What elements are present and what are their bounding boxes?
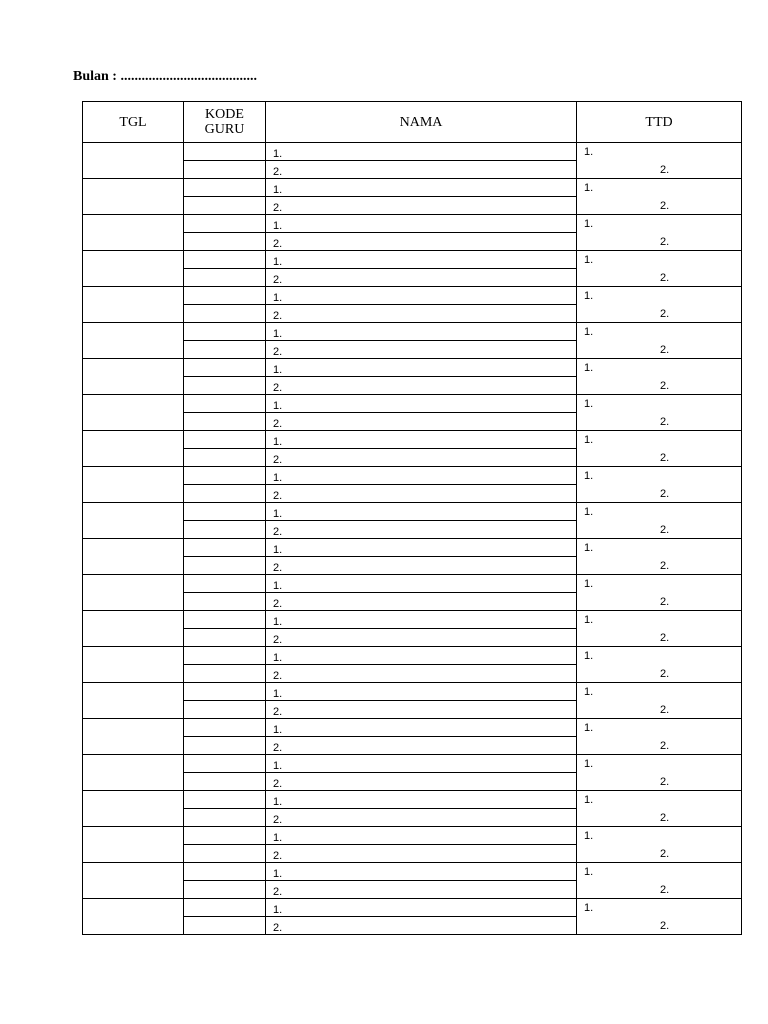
- ttd-label-1: 1.: [584, 758, 594, 770]
- nama-cell-2[interactable]: 2.: [266, 521, 577, 539]
- nama-cell-2[interactable]: 2.: [266, 377, 577, 395]
- ttd-label-2: 2.: [660, 272, 670, 284]
- ttd-label-1: 1.: [584, 614, 594, 626]
- ttd-label-2: 2.: [660, 164, 670, 176]
- header-ttd: TTD: [577, 102, 742, 143]
- table-row: [83, 719, 742, 737]
- kode-guru-cell-1[interactable]: [184, 755, 266, 773]
- tgl-cell[interactable]: [83, 755, 184, 791]
- tgl-cell[interactable]: [83, 215, 184, 251]
- nama-cell-2[interactable]: 2.: [266, 701, 577, 719]
- ttd-label-1: 1.: [584, 542, 594, 554]
- table-row: [83, 179, 742, 197]
- nama-cell-1[interactable]: 1.: [266, 323, 577, 341]
- kode-guru-cell-2[interactable]: [184, 809, 266, 827]
- ttd-label-2: 2.: [660, 632, 670, 644]
- tgl-cell[interactable]: [83, 719, 184, 755]
- table-row: [83, 467, 742, 485]
- ttd-label-2: 2.: [660, 416, 670, 428]
- nama-cell-1[interactable]: 1.: [266, 647, 577, 665]
- kode-guru-cell-1[interactable]: [184, 683, 266, 701]
- tgl-cell[interactable]: [83, 323, 184, 359]
- header-tgl: TGL: [83, 102, 184, 143]
- ttd-label-2: 2.: [660, 776, 670, 788]
- kode-guru-cell-2[interactable]: [184, 161, 266, 179]
- kode-guru-cell-2[interactable]: [184, 341, 266, 359]
- nama-cell-1[interactable]: 1.: [266, 863, 577, 881]
- tgl-cell[interactable]: [83, 395, 184, 431]
- nama-cell-2[interactable]: 2.: [266, 449, 577, 467]
- tgl-cell[interactable]: [83, 251, 184, 287]
- kode-guru-cell-2[interactable]: [184, 845, 266, 863]
- ttd-label-2: 2.: [660, 668, 670, 680]
- kode-guru-cell-1[interactable]: [184, 215, 266, 233]
- nama-cell-2[interactable]: 2.: [266, 557, 577, 575]
- header-kode-line1: KODE: [205, 107, 244, 122]
- ttd-label-1: 1.: [584, 902, 594, 914]
- kode-guru-cell-1[interactable]: [184, 827, 266, 845]
- kode-guru-cell-2[interactable]: [184, 773, 266, 791]
- kode-guru-cell-1[interactable]: [184, 287, 266, 305]
- ttd-cell[interactable]: [577, 539, 742, 575]
- kode-guru-cell-2[interactable]: [184, 197, 266, 215]
- ttd-label-1: 1.: [584, 362, 594, 374]
- ttd-label-2: 2.: [660, 812, 670, 824]
- kode-guru-cell-1[interactable]: [184, 179, 266, 197]
- ttd-label-1: 1.: [584, 722, 594, 734]
- nama-cell-2[interactable]: 2.: [266, 197, 577, 215]
- nama-cell-2[interactable]: 2.: [266, 269, 577, 287]
- ttd-label-2: 2.: [660, 884, 670, 896]
- nama-cell-1[interactable]: 1.: [266, 359, 577, 377]
- table-row: [83, 143, 742, 161]
- header-kode-line2: GURU: [204, 122, 245, 137]
- ttd-cell[interactable]: [577, 251, 742, 287]
- nama-cell-1[interactable]: 1.: [266, 827, 577, 845]
- ttd-label-1: 1.: [584, 578, 594, 590]
- tgl-cell[interactable]: [83, 143, 184, 179]
- tgl-cell[interactable]: [83, 683, 184, 719]
- nama-cell-2[interactable]: 2.: [266, 233, 577, 251]
- ttd-cell[interactable]: [577, 719, 742, 755]
- table-row: [83, 611, 742, 629]
- ttd-cell[interactable]: [577, 503, 742, 539]
- nama-cell-1[interactable]: 1.: [266, 395, 577, 413]
- kode-guru-cell-2[interactable]: [184, 701, 266, 719]
- tgl-cell[interactable]: [83, 827, 184, 863]
- kode-guru-cell-1[interactable]: [184, 539, 266, 557]
- nama-cell-2[interactable]: 2.: [266, 629, 577, 647]
- ttd-cell[interactable]: [577, 431, 742, 467]
- table-row: [83, 395, 742, 413]
- kode-guru-cell-1[interactable]: [184, 791, 266, 809]
- nama-cell-2[interactable]: 2.: [266, 485, 577, 503]
- tgl-cell[interactable]: [83, 431, 184, 467]
- nama-cell-2[interactable]: 2.: [266, 773, 577, 791]
- kode-guru-cell-2[interactable]: [184, 233, 266, 251]
- ttd-cell[interactable]: [577, 683, 742, 719]
- ttd-label-2: 2.: [660, 704, 670, 716]
- table-row: [83, 863, 742, 881]
- table-row: [83, 431, 742, 449]
- kode-guru-cell-2[interactable]: [184, 521, 266, 539]
- table-row: [83, 215, 742, 233]
- kode-guru-cell-1[interactable]: [184, 575, 266, 593]
- table-row: [83, 827, 742, 845]
- nama-cell-1[interactable]: 1.: [266, 467, 577, 485]
- header-row: [83, 102, 742, 143]
- kode-guru-cell-1[interactable]: [184, 467, 266, 485]
- kode-guru-cell-2[interactable]: [184, 305, 266, 323]
- nama-cell-2[interactable]: 2.: [266, 161, 577, 179]
- kode-guru-cell-1[interactable]: [184, 143, 266, 161]
- ttd-cell[interactable]: [577, 359, 742, 395]
- ttd-label-1: 1.: [584, 470, 594, 482]
- kode-guru-cell-1[interactable]: [184, 359, 266, 377]
- ttd-label-1: 1.: [584, 686, 594, 698]
- ttd-label-2: 2.: [660, 200, 670, 212]
- ttd-label-1: 1.: [584, 650, 594, 662]
- ttd-label-2: 2.: [660, 344, 670, 356]
- nama-cell-2[interactable]: 2.: [266, 341, 577, 359]
- attendance-table: [82, 101, 742, 935]
- kode-guru-cell-2[interactable]: [184, 413, 266, 431]
- ttd-cell[interactable]: [577, 143, 742, 179]
- nama-cell-1[interactable]: 1.: [266, 719, 577, 737]
- ttd-cell[interactable]: [577, 755, 742, 791]
- kode-guru-cell-2[interactable]: [184, 665, 266, 683]
- nama-cell-2[interactable]: 2.: [266, 305, 577, 323]
- header-nama: NAMA: [266, 102, 577, 143]
- kode-guru-cell-2[interactable]: [184, 737, 266, 755]
- nama-cell-1[interactable]: 1.: [266, 179, 577, 197]
- table-row: [83, 503, 742, 521]
- nama-cell-1[interactable]: 1.: [266, 503, 577, 521]
- nama-cell-2[interactable]: 2.: [266, 881, 577, 899]
- tgl-cell[interactable]: [83, 503, 184, 539]
- nama-cell-2[interactable]: 2.: [266, 845, 577, 863]
- tgl-cell[interactable]: [83, 611, 184, 647]
- table-row: [83, 251, 742, 269]
- ttd-cell[interactable]: [577, 323, 742, 359]
- tgl-cell[interactable]: [83, 791, 184, 827]
- kode-guru-cell-2[interactable]: [184, 917, 266, 935]
- kode-guru-cell-1[interactable]: [184, 611, 266, 629]
- ttd-label-1: 1.: [584, 434, 594, 446]
- ttd-label-1: 1.: [584, 218, 594, 230]
- kode-guru-cell-1[interactable]: [184, 395, 266, 413]
- kode-guru-cell-1[interactable]: [184, 251, 266, 269]
- table-row: [83, 683, 742, 701]
- ttd-label-2: 2.: [660, 488, 670, 500]
- tgl-cell[interactable]: [83, 467, 184, 503]
- kode-guru-cell-2[interactable]: [184, 485, 266, 503]
- ttd-label-2: 2.: [660, 920, 670, 932]
- ttd-label-1: 1.: [584, 182, 594, 194]
- nama-cell-1[interactable]: 1.: [266, 215, 577, 233]
- nama-cell-1[interactable]: 1.: [266, 683, 577, 701]
- nama-cell-1[interactable]: 1.: [266, 287, 577, 305]
- ttd-cell[interactable]: [577, 395, 742, 431]
- ttd-label-2: 2.: [660, 380, 670, 392]
- table-row: [83, 539, 742, 557]
- ttd-label-1: 1.: [584, 866, 594, 878]
- table-row: [83, 575, 742, 593]
- ttd-label-2: 2.: [660, 740, 670, 752]
- ttd-label-1: 1.: [584, 326, 594, 338]
- ttd-label-2: 2.: [660, 560, 670, 572]
- ttd-label-1: 1.: [584, 146, 594, 158]
- tgl-cell[interactable]: [83, 359, 184, 395]
- kode-guru-cell-1[interactable]: [184, 647, 266, 665]
- table-row: [83, 791, 742, 809]
- kode-guru-cell-1[interactable]: [184, 503, 266, 521]
- ttd-label-2: 2.: [660, 524, 670, 536]
- nama-cell-1[interactable]: 1.: [266, 791, 577, 809]
- kode-guru-cell-2[interactable]: [184, 629, 266, 647]
- nama-cell-1[interactable]: 1.: [266, 755, 577, 773]
- nama-cell-1[interactable]: 1.: [266, 143, 577, 161]
- nama-cell-2[interactable]: 2.: [266, 413, 577, 431]
- kode-guru-cell-2[interactable]: [184, 269, 266, 287]
- nama-cell-2[interactable]: 2.: [266, 917, 577, 935]
- kode-guru-cell-2[interactable]: [184, 593, 266, 611]
- ttd-cell[interactable]: [577, 827, 742, 863]
- nama-cell-1[interactable]: 1.: [266, 611, 577, 629]
- nama-cell-2[interactable]: 2.: [266, 593, 577, 611]
- ttd-label-2: 2.: [660, 236, 670, 248]
- nama-cell-2[interactable]: 2.: [266, 665, 577, 683]
- ttd-cell[interactable]: [577, 863, 742, 899]
- table-body: [83, 143, 742, 935]
- kode-guru-cell-2[interactable]: [184, 449, 266, 467]
- kode-guru-cell-1[interactable]: [184, 863, 266, 881]
- kode-guru-cell-1[interactable]: [184, 431, 266, 449]
- tgl-cell[interactable]: [83, 863, 184, 899]
- table-row: [83, 323, 742, 341]
- nama-cell-1[interactable]: 1.: [266, 899, 577, 917]
- ttd-label-2: 2.: [660, 848, 670, 860]
- ttd-cell[interactable]: [577, 899, 742, 935]
- tgl-cell[interactable]: [83, 287, 184, 323]
- ttd-label-2: 2.: [660, 308, 670, 320]
- table-row: [83, 359, 742, 377]
- tgl-cell[interactable]: [83, 899, 184, 935]
- tgl-cell[interactable]: [83, 647, 184, 683]
- nama-cell-1[interactable]: 1.: [266, 575, 577, 593]
- ttd-label-2: 2.: [660, 452, 670, 464]
- ttd-label-1: 1.: [584, 830, 594, 842]
- tgl-cell[interactable]: [83, 179, 184, 215]
- ttd-cell[interactable]: [577, 467, 742, 503]
- ttd-cell[interactable]: [577, 791, 742, 827]
- kode-guru-cell-2[interactable]: [184, 557, 266, 575]
- nama-cell-2[interactable]: 2.: [266, 737, 577, 755]
- nama-cell-1[interactable]: 1.: [266, 539, 577, 557]
- ttd-cell[interactable]: [577, 287, 742, 323]
- ttd-label-1: 1.: [584, 398, 594, 410]
- kode-guru-cell-1[interactable]: [184, 899, 266, 917]
- ttd-label-1: 1.: [584, 290, 594, 302]
- tgl-cell[interactable]: [83, 575, 184, 611]
- table-row: [83, 287, 742, 305]
- ttd-cell[interactable]: [577, 575, 742, 611]
- nama-cell-2[interactable]: 2.: [266, 809, 577, 827]
- month-label: Bulan : .......................................: [73, 69, 257, 84]
- nama-cell-1[interactable]: 1.: [266, 431, 577, 449]
- ttd-cell[interactable]: [577, 215, 742, 251]
- tgl-cell[interactable]: [83, 539, 184, 575]
- ttd-label-2: 2.: [660, 596, 670, 608]
- nama-cell-1[interactable]: 1.: [266, 251, 577, 269]
- header-kode-guru: [184, 102, 266, 143]
- ttd-cell[interactable]: [577, 647, 742, 683]
- kode-guru-cell-2[interactable]: [184, 881, 266, 899]
- ttd-label-1: 1.: [584, 254, 594, 266]
- kode-guru-cell-1[interactable]: [184, 323, 266, 341]
- table-row: [83, 755, 742, 773]
- ttd-label-1: 1.: [584, 794, 594, 806]
- table-row: [83, 647, 742, 665]
- table-row: [83, 899, 742, 917]
- kode-guru-cell-1[interactable]: [184, 719, 266, 737]
- ttd-cell[interactable]: [577, 179, 742, 215]
- ttd-label-1: 1.: [584, 506, 594, 518]
- ttd-cell[interactable]: [577, 611, 742, 647]
- kode-guru-cell-2[interactable]: [184, 377, 266, 395]
